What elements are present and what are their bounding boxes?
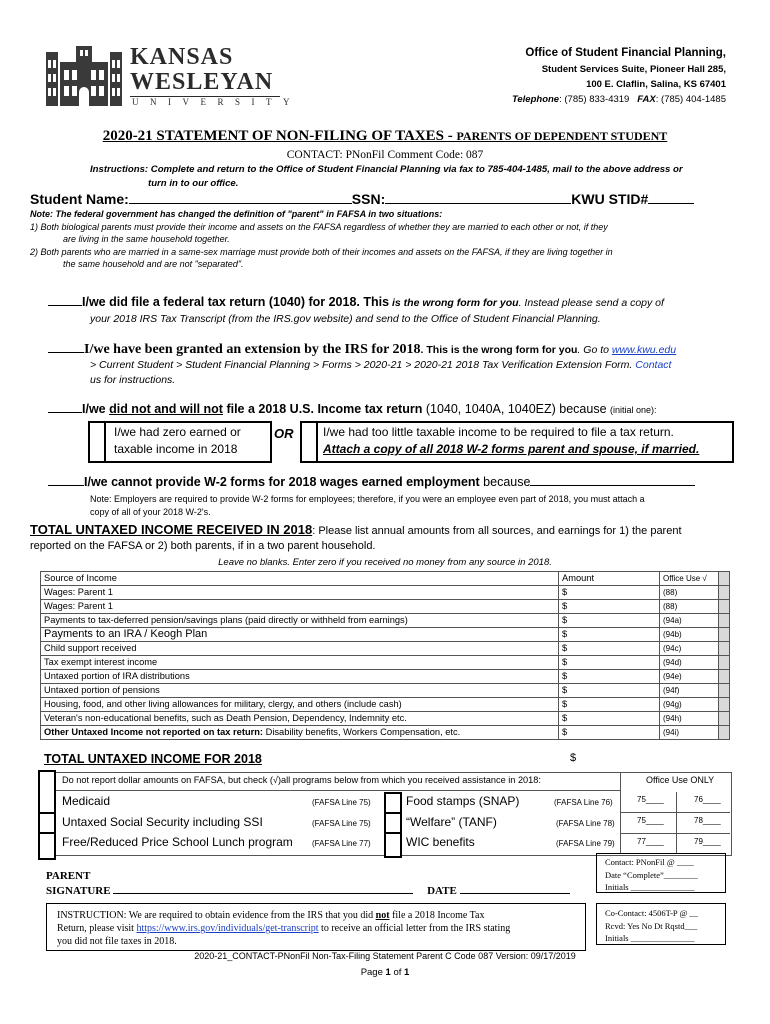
amount-field[interactable]: $ <box>559 586 660 600</box>
table-row: Veteran's non-educational benefits, such as Death Pension, Dependency, Indemnity etc. $ (94h) <box>41 712 730 726</box>
table-row: Wages: Parent 1 $ (88) <box>41 600 730 614</box>
date-field[interactable] <box>460 893 570 894</box>
zero-income-checkbox[interactable] <box>88 421 106 463</box>
university-crest-logo <box>46 46 122 106</box>
school-lunch-checkbox[interactable] <box>38 834 55 852</box>
amount-field[interactable]: $ <box>559 698 660 712</box>
ssi-checkbox[interactable] <box>38 814 55 832</box>
table-row: Untaxed portion of pensions $ (94f) <box>41 684 730 698</box>
snap-label: Food stamps (SNAP) <box>406 794 520 808</box>
instructions: Instructions: Complete and return to the Office of Student Financial Planning via fax to 785-404-1485, mail to the above address or turn in to our office. <box>90 164 683 189</box>
amount-field[interactable]: $ <box>559 684 660 698</box>
assistance-instruction: Do not report dollar amounts on FAFSA, but check (√)all programs below from which you received assistance in 2018: <box>62 775 541 785</box>
office-code: 76____ <box>694 795 721 804</box>
wic-line: (FAFSA Line 79) <box>556 839 615 848</box>
total-untaxed-amount[interactable]: $ <box>570 752 577 764</box>
university-sub-logo: UNIVERSITY <box>132 97 301 107</box>
amount-field[interactable]: $ <box>559 642 660 656</box>
table-row: Housing, food, and other living allowances for military, clergy, and others (include cash) $ (94g) <box>41 698 730 712</box>
option2-initial-field[interactable] <box>48 352 84 353</box>
wic-label: WIC benefits <box>406 835 475 849</box>
fax-number: : (785) 404-1485 <box>655 94 726 105</box>
student-name-field[interactable] <box>129 190 352 204</box>
total-untaxed-label: TOTAL UNTAXED INCOME FOR 2018 <box>44 752 262 766</box>
table-row: Tax exempt interest income $ (94d) <box>41 656 730 670</box>
contact-link[interactable]: Contact <box>635 359 672 371</box>
kwu-link[interactable]: www.kwu.edu <box>611 344 677 356</box>
amount-field[interactable]: $ <box>559 600 660 614</box>
table-row: Other Untaxed Income not reported on tax return: Disability benefits, Workers Compensation, etc. $ (94i) <box>41 726 730 740</box>
student-name-label: Student Name: <box>30 191 129 207</box>
ssn-field[interactable] <box>385 190 571 204</box>
wic-checkbox[interactable] <box>384 834 401 852</box>
option4-reason-field[interactable] <box>530 485 695 486</box>
medicaid-label: Medicaid <box>62 794 111 808</box>
option-no-w2: I/we cannot provide W-2 forms for 2018 wages earned employment because <box>48 475 695 489</box>
amount-field[interactable]: $ <box>559 712 660 726</box>
amount-field[interactable]: $ <box>559 614 660 628</box>
option4-initial-field[interactable] <box>48 485 84 486</box>
page-number: Page 1 of 1 <box>360 967 410 978</box>
untaxed-income-table <box>40 571 730 740</box>
office-title: Office of Student Financial Planning, <box>525 47 726 59</box>
medicaid-line: (FAFSA Line 75) <box>312 798 371 807</box>
leave-no-blanks-note: Leave no blanks. Enter zero if you received no money from any source in 2018. <box>218 557 552 568</box>
phone-number: : (785) 833-4319 <box>559 94 630 105</box>
tanf-checkbox[interactable] <box>384 814 401 832</box>
office-line1: Student Services Suite, Pioneer Hall 285, <box>541 64 726 75</box>
office-contact-box: Contact: PNonFil @ ____ Date “Complete”________ Initials _______________ <box>596 853 726 893</box>
office-code: 77____ <box>637 837 664 846</box>
phone-label: Telephone <box>511 94 560 105</box>
parent-definition-note: Note: The federal government has changed the definition of "parent" in FAFSA in two situations: 1) Both biological parents must provide their income and assets on the FAFSA regardless of whether they are married to each other or not, if they are living in the same household together. 2) Both parents who are married in a same-sex marriage must provide both of their incomes and assets on the FAFSA, if they are living together in the same household and are not "separated". <box>30 209 613 269</box>
form-version-footer: 2020-21_CONTACT-PNonFil Non-Tax-Filing Statement Parent C Code 087 Version: 09/17/2019 <box>194 951 576 961</box>
medicaid-checkbox[interactable] <box>38 794 55 812</box>
option-extension: I/we have been granted an extension by the IRS for 2018. This is the wrong form for you. Go to www.kwu.edu <box>48 342 676 358</box>
too-little-income-checkbox[interactable] <box>300 421 318 463</box>
university-name-logo: KANSAS WESLEYAN <box>130 44 274 95</box>
option-did-not-file: I/we did not and will not file a 2018 U.S. Income tax return (1040, 1040A, 1040EZ) because (initial one): <box>48 402 657 416</box>
snap-line: (FAFSA Line 76) <box>554 798 613 807</box>
table-row: Payments to tax-deferred pension/savings plans (paid directly or withheld from earnings) $ (94a) <box>41 614 730 628</box>
table-header <box>41 572 730 586</box>
amount-field[interactable]: $ <box>559 670 660 684</box>
fax-label: FAX <box>637 94 656 105</box>
signature-field[interactable] <box>113 893 413 894</box>
option-filed-return: I/we did file a federal tax return (1040) for 2018. This is the wrong form for you. Instead please send a copy of <box>48 295 664 309</box>
table-row: Untaxed portion of IRA distributions $ (94e) <box>41 670 730 684</box>
option3-initial-field[interactable] <box>48 412 82 413</box>
tanf-line: (FAFSA Line 78) <box>556 819 615 828</box>
contact-code-line: CONTACT: PNonFil Comment Code: 087 <box>286 149 484 161</box>
office-line2: 100 E. Claflin, Salina, KS 67401 <box>586 79 726 90</box>
school-lunch-line: (FAFSA Line 77) <box>312 839 371 848</box>
office-code: 75____ <box>637 816 664 825</box>
option2-detail: > Current Student > Student Financial Planning > Forms > 2020-21 > 2020-21 2018 Tax Verification Extension Form. Contact us for instructions. <box>90 359 672 386</box>
parent-signature-block: PARENT SIGNATURE DATE <box>46 869 570 899</box>
office-address <box>512 45 726 107</box>
office-cocontact-box: Co-Contact: 4506T-P @ __ Rcvd: Yes No Dt Rqstd___ Initials _______________ <box>596 903 726 945</box>
tanf-label: “Welfare” (TANF) <box>406 815 497 829</box>
title-sub: PARENTS OF DEPENDENT STUDENT <box>456 129 668 143</box>
irs-instruction-box: INSTRUCTION: We are required to obtain evidence from the IRS that you did not file a 2018 Income Tax Return, please visit https://www.irs.gov/individuals/get-transcript to receive an official letter from the IRS stating you did not file taxes in 2018. <box>46 903 586 951</box>
stid-label: KWU STID# <box>571 191 649 207</box>
untaxed-income-intro: TOTAL UNTAXED INCOME RECEIVED IN 2018: Please list annual amounts from all sources, and earnings for 1) the parent reported on the FAFSA or 2) both parents, if in a two parent household. <box>30 522 682 552</box>
header-source: Source of Income <box>41 572 559 586</box>
ssi-line: (FAFSA Line 75) <box>312 819 371 828</box>
ssi-label: Untaxed Social Security including SSI <box>62 815 263 829</box>
office-code: 75____ <box>637 795 664 804</box>
or-label: OR <box>274 426 294 441</box>
w2-note: Note: Employers are required to provide W-2 forms for employees; therefore, if you were an employee even part of 2018, you must attach a copy of all of your 2018 W-2's. <box>90 494 645 517</box>
amount-field[interactable]: $ <box>559 628 660 642</box>
table-row: Payments to an IRA / Keogh Plan $ (94b) <box>41 628 730 642</box>
office-code: 78____ <box>694 816 721 825</box>
irs-transcript-link[interactable]: https://www.irs.gov/individuals/get-transcript <box>136 923 319 934</box>
amount-field[interactable]: $ <box>559 726 660 740</box>
table-row: Wages: Parent 1 $ (88) <box>41 586 730 600</box>
stid-field[interactable] <box>648 190 694 204</box>
student-info-row <box>30 190 694 207</box>
school-lunch-label: Free/Reduced Price School Lunch program <box>62 835 293 849</box>
option1-line2: your 2018 IRS Tax Transcript (from the IRS.gov website) and send to the Office of Student Financial Planning. <box>90 313 601 325</box>
header-amount: Amount <box>559 572 660 586</box>
option1-initial-field[interactable] <box>48 305 82 306</box>
snap-checkbox[interactable] <box>384 794 401 812</box>
title-main: 2020-21 STATEMENT OF NON-FILING OF TAXES - <box>102 128 457 144</box>
ssn-label: SSN: <box>351 191 386 207</box>
too-little-income-text: I/we had too little taxable income to be required to file a tax return. Attach a copy of all 2018 W-2 forms parent and spouse, if married. <box>323 425 700 456</box>
office-code: 79____ <box>694 837 721 846</box>
table-row: Child support received $ (94c) <box>41 642 730 656</box>
amount-field[interactable]: $ <box>559 656 660 670</box>
office-use-only-label: Office Use ONLY <box>646 775 715 785</box>
zero-income-text: I/we had zero earned or taxable income in 2018 <box>114 425 241 456</box>
page-title <box>0 128 770 145</box>
header-office-use: Office Use √ <box>660 572 719 586</box>
